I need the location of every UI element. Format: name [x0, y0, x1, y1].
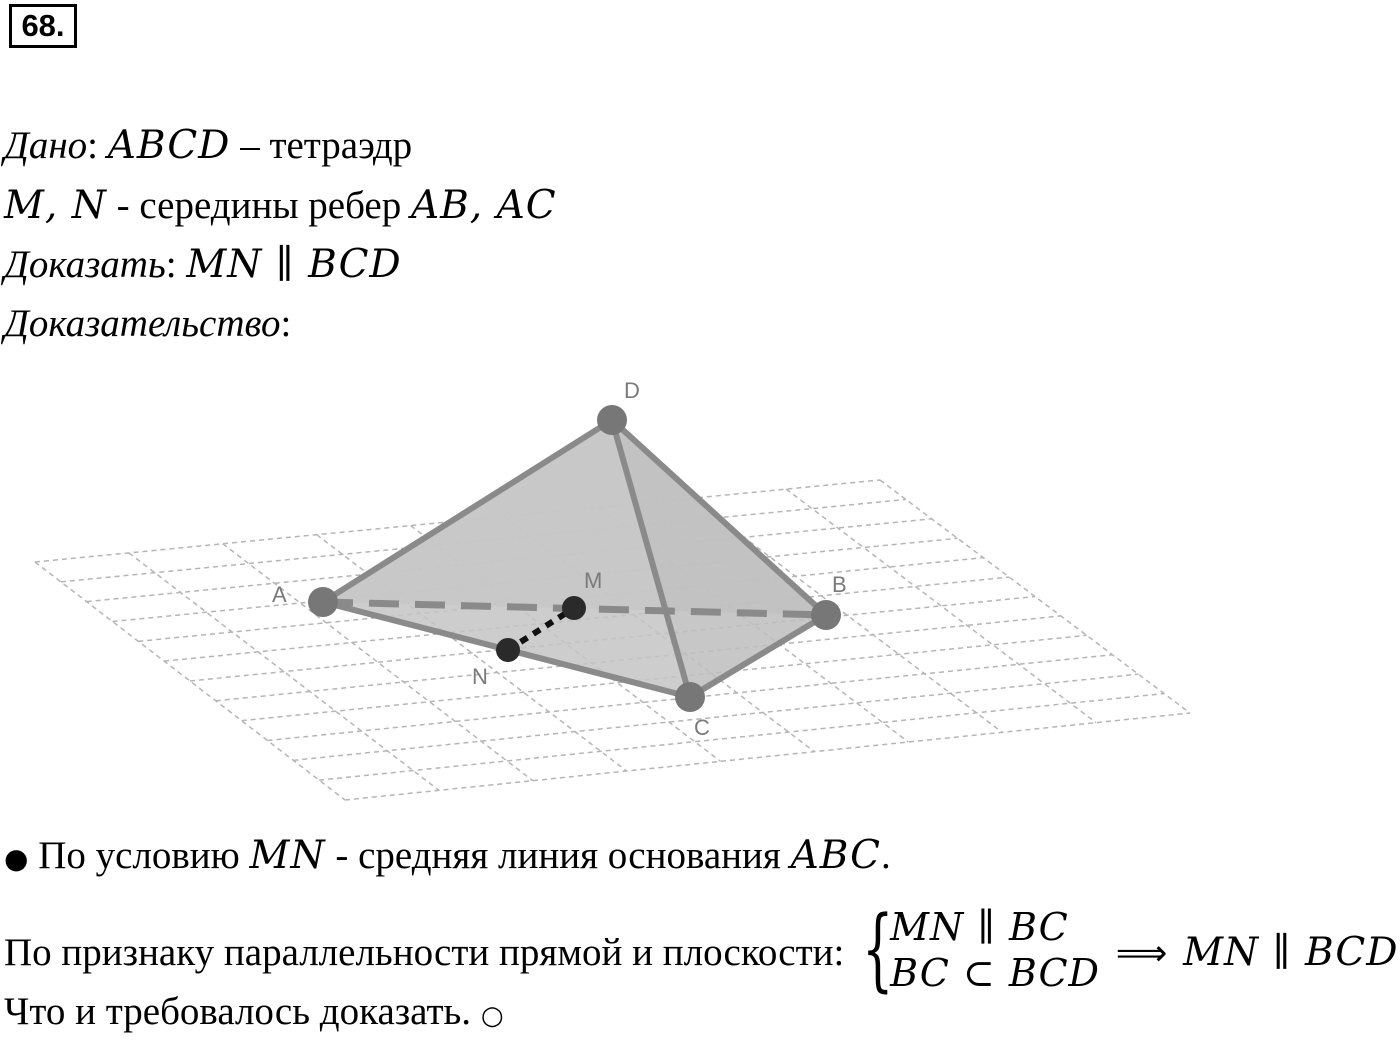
qed-text: Что и требовалось доказать.	[4, 990, 472, 1033]
label-b: B	[832, 572, 847, 597]
vertex-b	[811, 600, 841, 630]
problem-number: 68.	[9, 4, 77, 48]
label-n: N	[472, 664, 488, 689]
given-text: – тетраэдр	[240, 124, 413, 167]
system-line-1: MN ∥ BC	[890, 905, 1069, 949]
prove-line	[4, 241, 402, 289]
vertex-d	[597, 405, 627, 435]
label-m: M	[584, 568, 603, 593]
qed-line	[4, 988, 504, 1040]
conclusion: MN ∥ BCD	[1183, 929, 1399, 975]
tetrahedron-figure	[0, 370, 1400, 810]
midpoints-edges: AB, AC	[410, 183, 557, 228]
qed-icon: ○	[480, 1001, 504, 1031]
label-a: A	[272, 582, 287, 607]
condition-base: ABC	[790, 833, 881, 878]
midpoints-points: M, N	[4, 183, 107, 228]
criterion-text: По признаку параллельности прямой и плоскости:	[4, 930, 845, 974]
grid-line	[293, 674, 1138, 760]
system-of-conditions	[860, 897, 1100, 1002]
system-line-2: BC ⊂ BCD	[890, 951, 1100, 995]
proof-line	[4, 300, 291, 348]
bullet-icon: ●	[4, 842, 29, 875]
midpoints-text: - середины ребер	[116, 184, 402, 227]
brace-icon: {	[862, 897, 895, 1002]
prove-statement: MN ∥ BCD	[186, 242, 402, 287]
midpoint-n	[496, 638, 520, 662]
prove-label: Доказать	[4, 243, 166, 286]
proof-label: Доказательство	[4, 302, 281, 345]
midpoints-line	[4, 182, 557, 230]
prove-colon: :	[165, 243, 187, 286]
condition-text: По условию	[38, 834, 240, 877]
vertex-a	[308, 587, 338, 617]
given-object: ABCD	[107, 123, 231, 168]
label-d: D	[624, 378, 640, 403]
given-colon: :	[87, 124, 108, 167]
label-c: C	[694, 715, 710, 740]
proof-colon: :	[280, 302, 292, 345]
condition-end: .	[881, 834, 891, 877]
midpoint-m	[562, 596, 586, 620]
condition-rest: - средняя линия основания	[335, 834, 781, 877]
grid-line	[319, 694, 1164, 781]
implies-icon: ⟹	[1115, 932, 1168, 974]
grid-line	[345, 713, 1190, 800]
given-label: Дано	[4, 124, 88, 167]
condition-segment: MN	[249, 833, 326, 878]
condition-line	[4, 832, 891, 883]
vertex-c	[675, 682, 705, 712]
given-line	[4, 122, 412, 170]
